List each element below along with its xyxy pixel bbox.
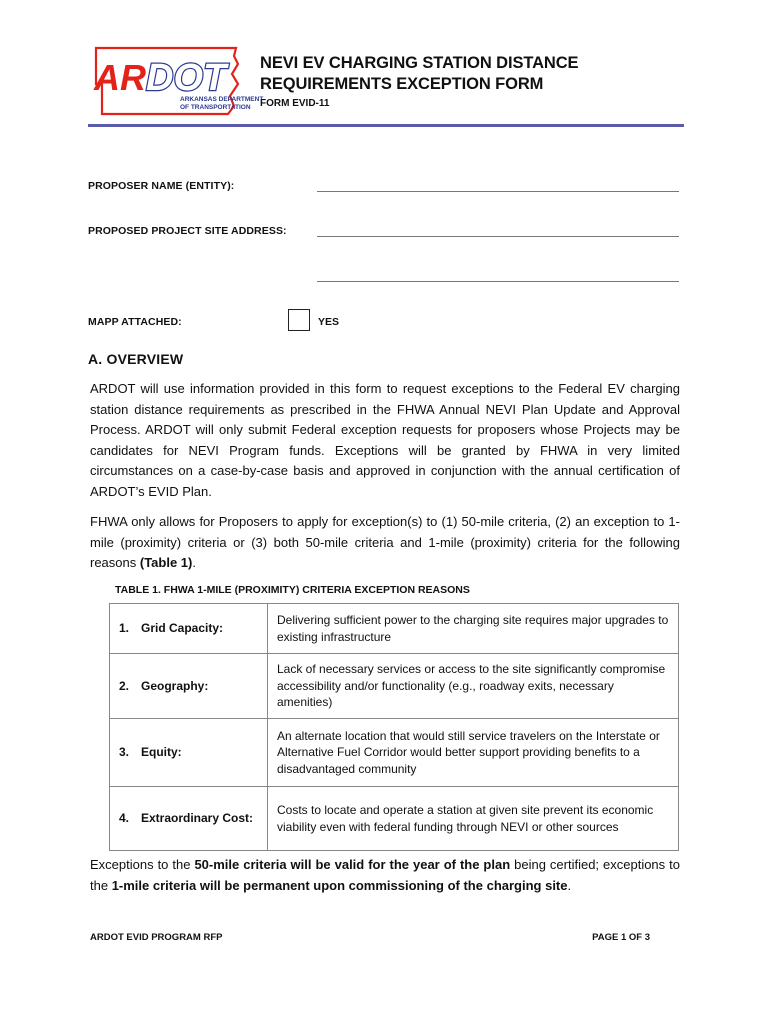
reason-title: Equity: (141, 745, 182, 760)
reason-title: Geography: (141, 678, 209, 693)
ardot-logo (88, 44, 264, 116)
overview-paragraph-2: FHWA only allows for Proposers to apply for exception(s) to (1) 50-mile criteria, (2) an exception to 1-mile (proximity) criteria or (3) both 50-mile criteria and 1-mile (proximity) criteria for the following reasons (Table 1). (90, 514, 680, 571)
mapp-yes-checkbox[interactable] (288, 309, 310, 331)
mapp-yes-label: YES (318, 316, 340, 328)
header-divider (88, 124, 684, 127)
form-title (260, 53, 700, 95)
arkansas-state-outline-icon (88, 44, 264, 116)
logo-ar-text: AR (94, 57, 146, 98)
table-row: 4. Extraordinary Cost: Costs to locate and operate a station at given site prevent its economic viability even with federal funding through NEVI or other sources (110, 787, 679, 851)
table-row: 3. Equity: An alternate location that would still service travelers on the Interstate or Alternative Fuel Corridor would better support providing benefits to a disadvantaged community (110, 719, 679, 787)
project-address-field-line2[interactable] (317, 281, 679, 282)
form-title-line1: NEVI EV CHARGING STATION DISTANCE (260, 54, 579, 72)
overview-paragraph-1: ARDOT will use information provided in this form to request exceptions to the Federal EV charging station distance requirements as prescribed in the FHWA Annual NEVI Plan Update and Approval Process. ARDOT will only submit Federal exception requests for proposers whose Projects may be candidates for NEVI Program funds. Exceptions will be granted by FHWA in very limited circumstances on a case-by-case basis and approved in conjunction with the annual certification of ARDOT’s EVID Plan. (90, 381, 680, 499)
table-caption: TABLE 1. FHWA 1-MILE (PROXIMITY) CRITERIA EXCEPTION REASONS (115, 584, 470, 596)
proposer-name-field[interactable] (317, 191, 679, 192)
footer-program-name: ARDOT EVID PROGRAM RFP (90, 932, 223, 943)
reason-description: An alternate location that would still service travelers on the Interstate or Alternative Fuel Corridor would better support providing benefits to a disadvantaged community (268, 719, 679, 787)
reason-description: Delivering sufficient power to the charging site requires major upgrades to existing infrastructure (268, 604, 679, 654)
logo-subtitle-line1: ARKANSAS DEPARTMENT (180, 96, 264, 103)
footer-page-number: PAGE 1 OF 3 (592, 932, 650, 943)
table-row: 2. Geography: Lack of necessary services or access to the site significantly compromise accessibility and/or functionality (e.g., roadway exits, necessary amenities) (110, 654, 679, 719)
logo-dot-text: DOT (146, 57, 227, 99)
table-reference: (Table 1) (139, 555, 193, 571)
form-code: FORM EVID-11 (260, 98, 330, 109)
reason-title: Extraordinary Cost: (141, 811, 254, 826)
form-title-line2: REQUIREMENTS EXCEPTION FORM (260, 75, 544, 93)
proposer-name-label: PROPOSER NAME (ENTITY): (88, 180, 235, 192)
logo-subtitle-line2: OF TRANSPORTATION (180, 104, 251, 111)
table-row: 1. Grid Capacity: Delivering sufficient power to the charging site requires major upgrades to existing infrastructure (110, 604, 679, 654)
reason-description: Lack of necessary services or access to the site significantly compromise accessibility and/or functionality (e.g., roadway exits, necessary amenities) (268, 654, 679, 719)
closing-paragraph: Exceptions to the 50-mile criteria will be valid for the year of the plan being certified; exceptions to the 1-mile criteria will be permanent upon commissioning of the charging site. (90, 857, 680, 893)
reason-title: Grid Capacity: (141, 621, 224, 636)
mapp-attached-label: MAPP ATTACHED: (88, 316, 182, 328)
project-address-field-line1[interactable] (317, 236, 679, 237)
project-address-label: PROPOSED PROJECT SITE ADDRESS: (88, 225, 287, 237)
exception-reasons-table (109, 603, 679, 851)
reason-description: Costs to locate and operate a station at given site prevent its economic viability even with federal funding through NEVI or other sources (268, 787, 679, 851)
overview-heading: A. OVERVIEW (88, 351, 184, 367)
